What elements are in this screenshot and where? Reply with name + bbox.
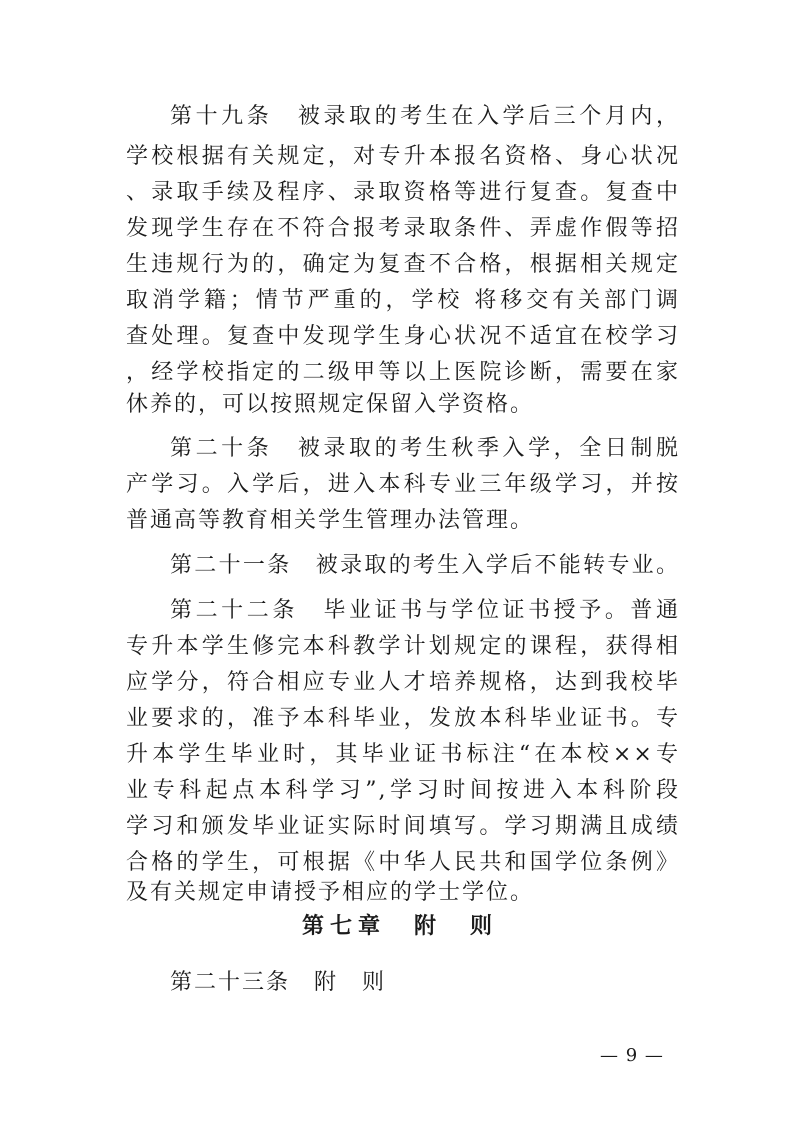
article-22-line-4: 业要求的，准予本科毕业，发放本科毕业证书。专 <box>126 706 680 731</box>
article-19-line-5: 生违规行为的，确定为复查不合格，根据相关规定 <box>126 252 680 277</box>
article-22-line-7: 学习和颁发毕业证实际时间填写。学习期满且成绩 <box>126 814 680 839</box>
article-22-line-2: 专升本学生修完本科教学计划规定的课程，获得相 <box>126 634 680 659</box>
article-20-line-3: 普通高等教育相关学生管理办法管理。 <box>126 508 535 533</box>
article-23-line-1: 第二十三条 附 则 <box>170 970 387 995</box>
article-20-line-1: 第二十条 被录取的考生秋季入学，全日制脱 <box>170 436 680 461</box>
article-19-line-7: 查处理。复查中发现学生身心状况不适宜在校学习 <box>126 324 680 349</box>
article-22-line-9: 及有关规定申请授予相应的学士学位。 <box>126 880 535 905</box>
article-20-line-2: 产学习。入学后，进入本科专业三年级学习，并按 <box>126 472 680 497</box>
page-number: — 9 — <box>600 1045 664 1066</box>
chapter-heading: 第七章 附 则 <box>301 914 498 939</box>
article-19-line-6: 取消学籍；情节严重的，学校 将移交有关部门调 <box>126 288 680 313</box>
article-22-line-3: 应学分，符合相应专业人才培养规格，达到我校毕 <box>126 670 680 695</box>
article-19-line-1: 第十九条 被录取的考生在入学后三个月内， <box>170 104 680 129</box>
article-19-line-8: ，经学校指定的二级甲等以上医院诊断，需要在家 <box>126 360 680 385</box>
article-21-line-1: 第二十一条 被录取的考生入学后不能转专业。 <box>170 553 680 578</box>
article-22-line-6: 业专科起点本科学习”,学习时间按进入本科阶段 <box>126 778 680 803</box>
article-22-line-8: 合格的学生，可根据《中华人民共和国学位条例》 <box>126 850 680 875</box>
article-22-line-5: 升本学生毕业时，其毕业证书标注“在本校××专 <box>126 742 680 767</box>
article-19-line-4: 发现学生存在不符合报考录取条件、弄虚作假等招 <box>126 216 680 241</box>
article-19-line-3: 、录取手续及程序、录取资格等进行复查。复查中 <box>126 180 680 205</box>
article-22-line-1: 第二十二条 毕业证书与学位证书授予。普通 <box>170 598 680 623</box>
article-19-line-9: 休养的，可以按照规定保留入学资格。 <box>126 392 535 417</box>
article-19-line-2: 学校根据有关规定，对专升本报名资格、身心状况 <box>126 144 680 169</box>
